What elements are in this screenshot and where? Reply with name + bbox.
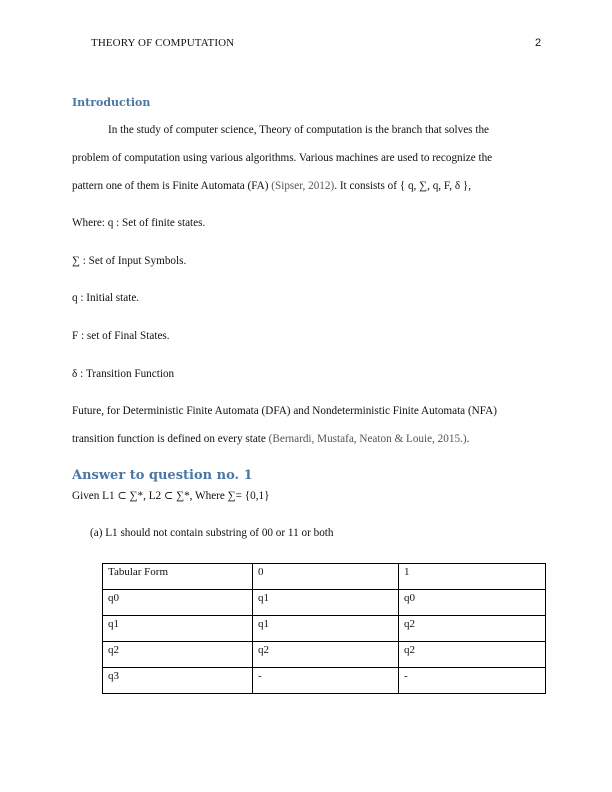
intro-paragraph-line-3 (72, 180, 471, 192)
table-header-cell: Tabular Form (103, 564, 253, 590)
definition-transition-function: δ : Transition Function (72, 368, 175, 380)
part-a-statement: (a) L1 should not contain substring of 00 or 11 or both (90, 527, 334, 539)
intro-text-segment: . It consists of { q, ∑, q, F, δ }, (334, 180, 472, 192)
table-cell: q2 (103, 642, 253, 668)
table-row (103, 668, 546, 694)
citation-sipser[interactable]: (Sipser, 2012) (271, 180, 335, 192)
definition-final-states: F : set of Final States. (72, 330, 170, 342)
table-cell: - (399, 668, 546, 694)
table-header-row (103, 564, 546, 590)
paragraph-text-segment: . (466, 433, 470, 445)
intro-text-segment: pattern one of them is Finite Automata (FA) (72, 180, 272, 192)
table-cell: q2 (399, 642, 546, 668)
paragraph-text-segment: transition function is defined on every state (72, 433, 269, 445)
definition-states: Where: q : Set of finite states. (72, 217, 206, 229)
given-statement: Given L1 ⊂ ∑*, L2 ⊂ ∑*, Where ∑= {0,1} (72, 490, 270, 502)
transition-table (102, 563, 546, 694)
table-cell: q1 (253, 616, 399, 642)
table-cell: q1 (253, 590, 399, 616)
definition-initial-state: q : Initial state. (72, 292, 140, 304)
table-cell: q0 (399, 590, 546, 616)
table-header-cell: 1 (399, 564, 546, 590)
table-cell: q0 (103, 590, 253, 616)
running-header-title: THEORY OF COMPUTATION (91, 37, 235, 49)
answer-heading: Answer to question no. 1 (72, 468, 253, 483)
table-cell: q2 (253, 642, 399, 668)
intro-paragraph-line-1: In the study of computer science, Theory of computation is the branch that solves the (108, 124, 489, 136)
table-row (103, 642, 546, 668)
table-cell: q3 (103, 668, 253, 694)
citation-bernardi[interactable]: (Bernardi, Mustafa, Neaton & Louie, 2015.) (268, 433, 467, 445)
dfa-nfa-paragraph-line-1: Future, for Deterministic Finite Automata (DFA) and Nondeterministic Finite Automata (NFA) (72, 405, 497, 417)
intro-paragraph-line-2: problem of computation using various algorithms. Various machines are used to recognize the (72, 152, 493, 164)
table-header-cell: 0 (253, 564, 399, 590)
dfa-nfa-paragraph-line-2 (72, 433, 469, 445)
introduction-heading: Introduction (72, 96, 151, 109)
table-row (103, 590, 546, 616)
page-number: 2 (535, 37, 542, 49)
table-cell: q1 (103, 616, 253, 642)
definition-input-symbols: ∑ : Set of Input Symbols. (72, 255, 187, 267)
table-cell: - (253, 668, 399, 694)
table-cell: q2 (399, 616, 546, 642)
table-row (103, 616, 546, 642)
